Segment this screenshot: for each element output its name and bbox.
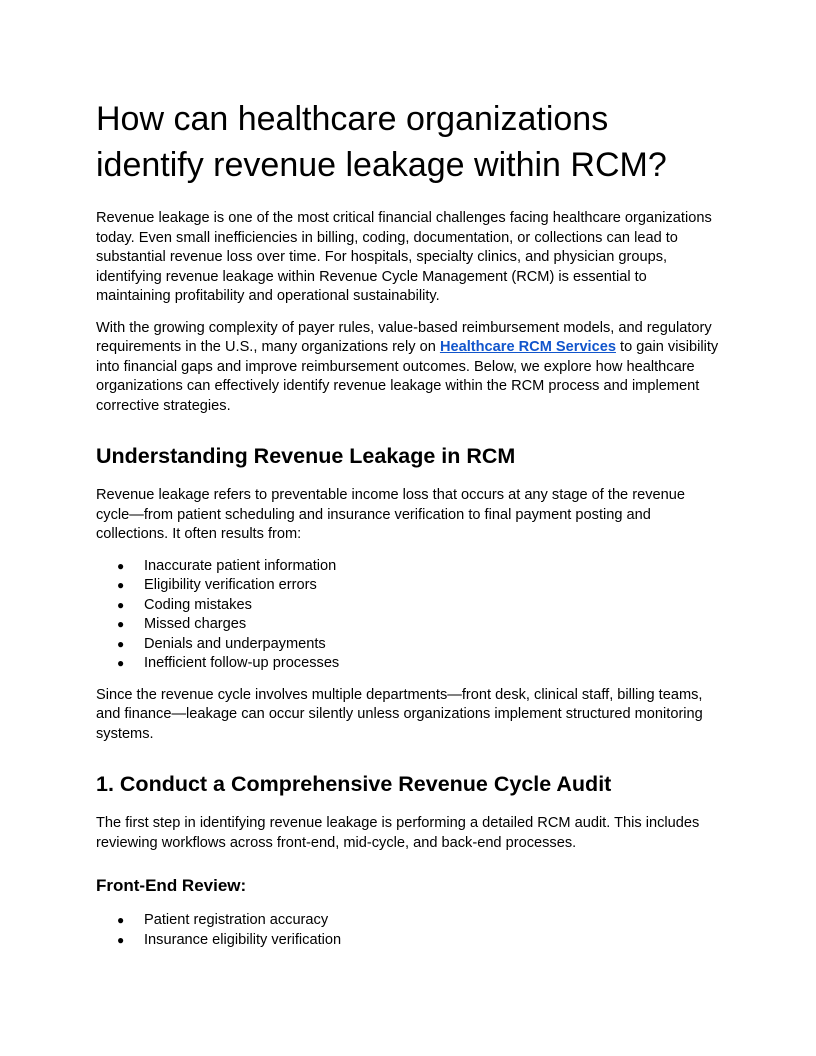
list-item	[96, 596, 720, 616]
list-item	[96, 615, 720, 635]
subheading-front-end-review: Front-End Review:	[96, 876, 247, 895]
list-item-text: Missed charges	[144, 616, 247, 632]
intro-paragraph-1: Revenue leakage is one of the most critical financial challenges facing healthcare organizations today. Even small inefficiencies in billing, coding, documentation, or collections can lead to substantial revenue loss over time. For hospitals, specialty clinics, and physician groups, identifying revenue leakage within Revenue Cycle Management (RCM) is essential to maintaining profitability and operational sustainability.	[96, 210, 712, 304]
list-item-text: Inefficient follow-up processes	[144, 655, 340, 671]
bullet-icon: ●	[117, 636, 125, 651]
bullet-icon: ●	[117, 597, 125, 612]
list-item-text: Denials and underpayments	[144, 635, 326, 652]
list-item-text: Eligibility verification errors	[144, 577, 317, 593]
section-heading-audit: 1. Conduct a Comprehensive Revenue Cycle Audit	[96, 772, 612, 796]
intro-paragraph-2-text-after: to gain visibility into financial gaps and improve reimbursement outcomes. Below, we explore how healthcare organizations can effectively identify revenue leakage within the RCM process and implement corrective strategies.	[96, 339, 719, 414]
section1-paragraph-2: Since the revenue cycle involves multiple departments—front desk, clinical staff, billing teams, and finance—leakage can occur silently unless organizations implement structured monitoring systems.	[96, 686, 703, 742]
intro-paragraph-2	[96, 319, 720, 417]
front-end-review-list	[96, 911, 720, 950]
document-page	[96, 96, 720, 962]
list-item	[96, 654, 720, 674]
bullet-icon: ●	[117, 617, 125, 631]
list-item-text: Patient registration accuracy	[144, 912, 329, 928]
list-item	[96, 931, 720, 951]
section2-paragraph-1: The first step in identifying revenue leakage is performing a detailed RCM audit. This includes reviewing workflows across front-end, mid-cycle, and back-end processes.	[96, 815, 700, 851]
section-heading-understanding: Understanding Revenue Leakage in RCM	[96, 444, 516, 468]
bullet-icon: ●	[117, 578, 125, 592]
list-item-text: Coding mistakes	[144, 596, 252, 613]
intro-paragraph-2-text-before: With the growing complexity of payer rules, value-based reimbursement models, and regulatory requirements in the U.S., many organizations rely on	[96, 319, 712, 355]
list-item	[96, 635, 720, 655]
list-item-text: Insurance eligibility verification	[144, 931, 342, 948]
healthcare-rcm-services-link[interactable]: Healthcare RCM Services	[439, 339, 616, 355]
list-item	[96, 911, 720, 931]
list-item	[96, 557, 720, 577]
bullet-icon: ●	[117, 558, 125, 573]
section1-paragraph-1: Revenue leakage refers to preventable income loss that occurs at any stage of the revenue cycle—from patient scheduling and insurance verification to final payment posting and collections. It often results from:	[96, 487, 685, 542]
list-item-text: Inaccurate patient information	[144, 557, 337, 574]
list-item	[96, 576, 720, 596]
page-title: How can healthcare organizations identify revenue leakage within RCM?	[96, 100, 667, 184]
bullet-icon: ●	[117, 656, 125, 670]
leakage-causes-list	[96, 557, 720, 674]
bullet-icon: ●	[117, 932, 125, 947]
bullet-icon: ●	[117, 913, 125, 927]
